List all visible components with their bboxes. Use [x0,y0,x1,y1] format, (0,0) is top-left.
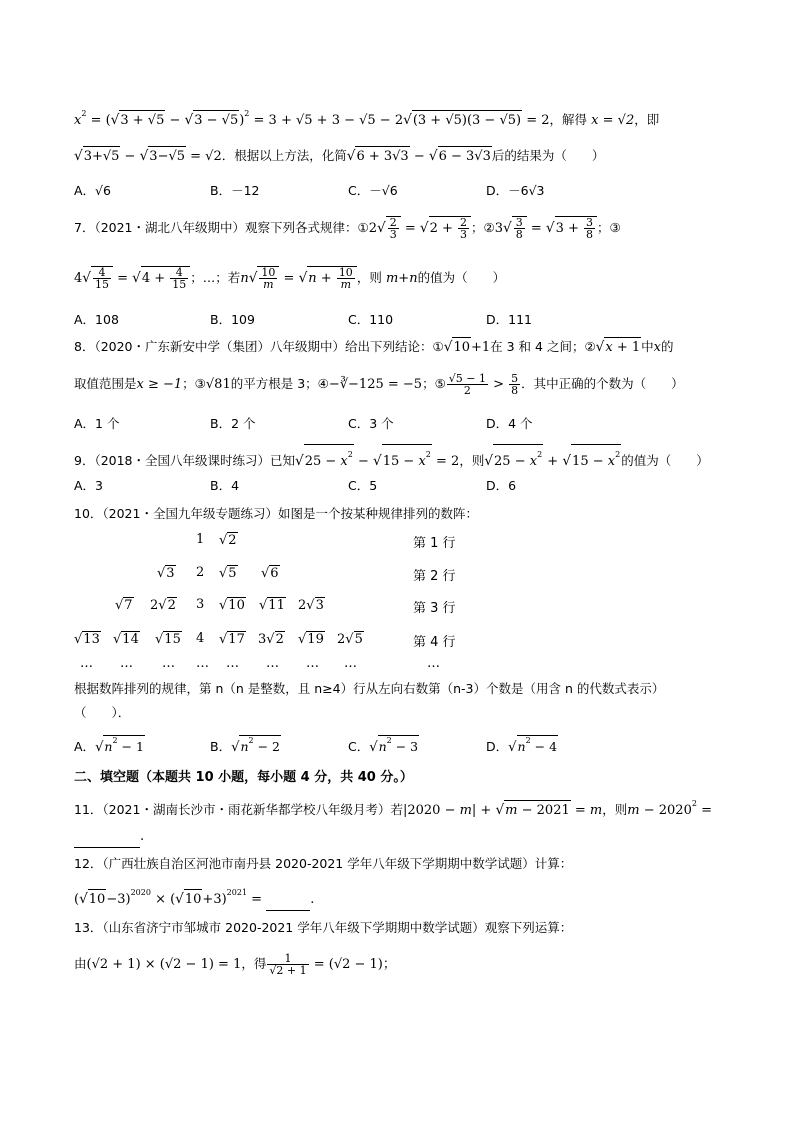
row-label-2: 第 2 行 [413,569,456,584]
row-label-4: 第 4 行 [413,635,456,650]
matrix-cell: √15 [155,632,181,647]
q10-option-d[interactable]: D．$√n^2 - 4$ [486,736,558,755]
matrix-ellipsis: … [266,656,279,671]
matrix-cell: 2 [196,565,205,580]
q8-option-c[interactable]: C．3 个 [348,416,394,431]
q8-option-d[interactable]: D．4 个 [486,416,533,431]
q13-example: 由(√2 + 1) × (√2 − 1) = 1，得 $\frac{1}{√2 + 1}$ = (√2 − 1)； [74,952,396,977]
matrix-cell: √17 [219,632,245,647]
solve-value: x = √2 [591,113,635,128]
q6-option-d[interactable]: D．－6√3 [486,183,545,198]
matrix-cell: 3√2 [258,632,284,647]
matrix-cell: √5 [219,566,237,581]
matrix-cell: √11 [259,598,285,613]
q10-option-b[interactable]: B．$√n^2 - 2$ [210,736,280,755]
matrix-cell: √3 [157,566,175,581]
q10-option-a[interactable]: A．$√n^2 - 1$ [74,736,144,755]
q9-option-c[interactable]: C．5 [348,478,378,493]
q9-stem: 9．（2018・全国八年级课时练习）已知$√25 - x^2 - √15 - x^2 = 2$，则$√25 - x^2 + √15 - x^2$的值为（ ） [74,444,709,472]
q11-stem: 11．（2021・湖南长沙市・雨花新华都学校八年级月考）若|2020 − m| + √m − 2021 = m，则$m - 2020^2$ = [74,794,712,821]
q7-stem: 7．（2021・湖北八年级期中）观察下列各式规律：①2√ $\frac{2}{3}$ = √2 + $\frac{2}{3}$ ；②3√ $\frac{3}{8}$ = √3 + $\frac{3}{8}$ ；③ [74,216,621,241]
ji-text: ，即 [634,112,660,127]
matrix-cell: 2√5 [337,632,363,647]
q6-simplify-line: √3+√5 − √3−√5 = √2．根据以上方法，化简√6 + 3√3 − √6 − 3√3后的结果为（ ） [74,146,604,167]
q12-answer-blank[interactable] [266,890,310,911]
matrix-cell: 3 [196,597,205,612]
matrix-ellipsis: … [80,656,93,671]
q7-option-a[interactable]: A．108 [74,312,119,327]
matrix-cell: √2 [219,533,237,548]
q6-question-tail: 后的结果为（ ） [491,148,605,163]
q8-conditions-line: 取值范围是x ≥ −1；③√81的平方根是 3；④−∛−125 = −5；⑤ $\frac{√5 - 1}{2}$ > $\frac{5}{8}$ ．其中正确的个数为（ ） [74,372,684,397]
q12-stem: 12．（广西壮族自治区河池市南丹县 2020-2021 学年八年级下学期期中数学试题）计算： [74,856,573,871]
row-label-1: 第 1 行 [413,536,456,551]
matrix-cell: √7 [115,598,133,613]
q9-option-b[interactable]: B．4 [210,478,240,493]
q7-option-b[interactable]: B．109 [210,312,255,327]
matrix-cell: √19 [298,632,324,647]
q9-option-d[interactable]: D．6 [486,478,517,493]
q7-option-c[interactable]: C．110 [348,312,394,327]
q10-question: 根据数阵排列的规律，第 n（n 是整数，且 n≥4）行从左向右数第（n-3）个数是（用含 n 的代数式表示） [74,681,665,696]
matrix-cell: 1 [196,532,205,547]
q11-answer-blank[interactable]: . [74,827,144,848]
q13-stem: 13．（山东省济宁市邹城市 2020-2021 学年八年级下学期期中数学试题）观察下列运算： [74,920,573,935]
matrix-cell: √10 [219,598,245,613]
matrix-cell: 4 [196,631,205,646]
matrix-ellipsis: … [196,656,209,671]
q10-option-c[interactable]: C．$√n^2 - 3$ [348,736,419,755]
matrix-ellipsis: … [120,656,133,671]
q6-option-b[interactable]: B．－12 [210,183,260,198]
matrix-ellipsis: … [427,656,440,671]
q7-formula-line: 4√ $\frac{4}{15}$ = √4 + $\frac{4}{15}$ ；…；若n√ $\frac{10}{m}$ = √n + $\frac{10}{m}$ ，则 m+n的值为（ ） [74,266,506,291]
q6-simplify-text: ．根据以上方法，化简 [221,148,347,163]
q7-option-d[interactable]: D．111 [486,312,532,327]
q9-option-a[interactable]: A．3 [74,478,104,493]
q10-paren: （ ）． [74,705,131,720]
matrix-cell: 2√3 [298,598,324,613]
matrix-ellipsis: … [162,656,175,671]
solve-text: ，解得 [549,112,588,127]
q12-expression: $(√10-3)^{2020} \times (√10+3)^{2021}$ = . [74,883,314,911]
q8-stem: 8．（2020・广东新安中学（集团）八年级期中）给出下列结论：①√10+1在 3 和 4 之间；②√x + 1中x的 [74,337,674,358]
matrix-cell: √6 [261,566,279,581]
row-label-3: 第 3 行 [413,601,456,616]
q8-option-b[interactable]: B．2 个 [210,416,256,431]
matrix-ellipsis: … [306,656,319,671]
section-2-title: 二、填空题（本题共 10 小题，每小题 4 分，共 40 分。） [74,770,413,785]
matrix-cell: 2√2 [150,598,176,613]
matrix-ellipsis: … [226,656,239,671]
q6-option-c[interactable]: C．－√6 [348,183,398,198]
matrix-ellipsis: … [344,656,357,671]
matrix-cell: √14 [113,632,139,647]
q8-option-a[interactable]: A．1 个 [74,416,120,431]
q6-derivation-line: $x^2 = (√3 + √5 - √3 - √5)^2 = 3 + √5 + 3 - √5 - 2√(3 + √5)(3 - √5) = 2$，解得 x = √2，即 [74,104,659,131]
q10-stem: 10．（2021・全国九年级专题练习）如图是一个按某种规律排列的数阵： [74,506,478,521]
q6-option-a[interactable]: A．√6 [74,183,111,198]
matrix-cell: √13 [74,632,100,647]
